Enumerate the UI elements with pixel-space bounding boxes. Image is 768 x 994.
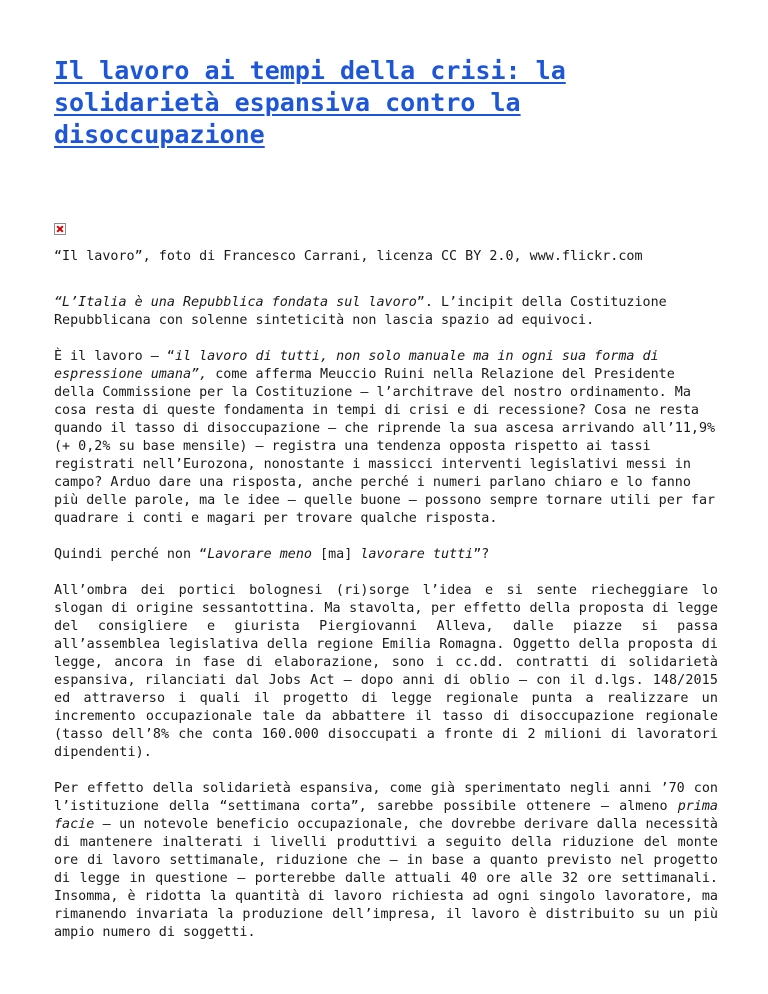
image-caption: “Il lavoro”, foto di Francesco Carrani, licenza CC BY 2.0, www.flickr.com [54,249,643,264]
paragraph-1-text: ”. L’incipit della Costituzione Repubblicana con solenne sinteticità non lascia spazio ad equivoci. [54,295,667,328]
paragraph-2-text: come afferma Meuccio Ruini nella Relazione del Presidente della Commissione per la Costituzione – l’architrave del nostro ordinamento. Ma cosa resta di queste fondamenta in tempi di crisi e di recessione? Cosa ne resta quando il tasso di disoccupazione – che riprende la sua ascesa arrivando all’11,9% (+ 0,2% su base mensile) – registra una tendenza opposta rispetto ai tassi registrati nell’Eurozona, nonostante i massicci interventi legislativi messi in campo? Arduo dare una risposta, anche perché i numeri parlano chiaro e lo fanno più delle parole, ma le idee – quelle buone – possono sempre tornare utili per far quadrare i conti e magari per trovare qualche risposta. [54,367,716,526]
paragraph-1 [54,294,718,330]
paragraph-2 [54,348,718,528]
constitution-quote: “L’Italia è una Repubblica fondata sul lavoro [54,295,417,310]
prima-facie: prima facie [54,799,718,832]
paragraph-3-mid: [ma] [312,547,361,562]
paragraph-3 [54,546,718,564]
slogan-part-1: Lavorare meno [207,547,312,562]
paragraph-5 [54,780,718,942]
paragraph-4: All’ombra dei portici bolognesi (ri)sorge l’idea e si sente riecheggiare lo slogan di origine sessantottina. Ma stavolta, per effetto della proposta di legge del consigliere e giurista Piergiovanni Alleva, dalle piazze si passa all’assemblea legislativa della regione Emilia Romagna. Oggetto della proposta di legge, ancora in fase di elaborazione, sono i cc.dd. contratti di solidarietà espansiva, rilanciati dal Jobs Act – dopo anni di oblio – con il d.lgs. 148/2015 ed attraverso i quali il progetto di legge regionale punta a realizzare un incremento occupazionale tale da abbattere il tasso di disoccupazione regionale (tasso dell’8% che conta 160.000 disoccupati a fronte di 2 milioni di lavoratori dipendenti). [54,583,718,760]
paragraph-3-end: ”? [473,547,490,562]
slogan-part-2: lavorare tutti [360,547,474,562]
paragraph-5-text: – un notevole beneficio occupazionale, che dovrebbe derivare dalla necessità di mantenere inalterati i livelli produttivi a seguito della riduzione del monte ore di lavoro settimanale, riduzione che – in base a quanto previsto nel progetto di legge in questione – porterebbe dalle attuali 40 ore alle 32 ore settimanali. Insomma, è ridotta la quantità di lavoro richiesta ad ogni singolo lavoratore, ma rimanendo invariata la produzione dell’impresa, il lavoro è distribuito su un più ampio numero di soggetti. [54,817,718,940]
article-title-link[interactable]: Il lavoro ai tempi della crisi: la solidarietà espansiva contro la disoccupazione [54,56,566,149]
ruini-quote: il lavoro di tutti, non solo manuale ma in ogni sua forma di espressione umana”, [54,349,659,382]
paragraph-2-start: È il lavoro – “ [54,349,175,364]
broken-image-icon [54,223,66,235]
article-title [54,55,694,151]
paragraph-5-start: Per effetto della solidarietà espansiva, come già sperimentato negli anni ’70 con l’istituzione della “settimana corta”, sarebbe possibile ottenere – almeno [54,781,718,814]
paragraph-3-start: Quindi perché non “ [54,547,208,562]
